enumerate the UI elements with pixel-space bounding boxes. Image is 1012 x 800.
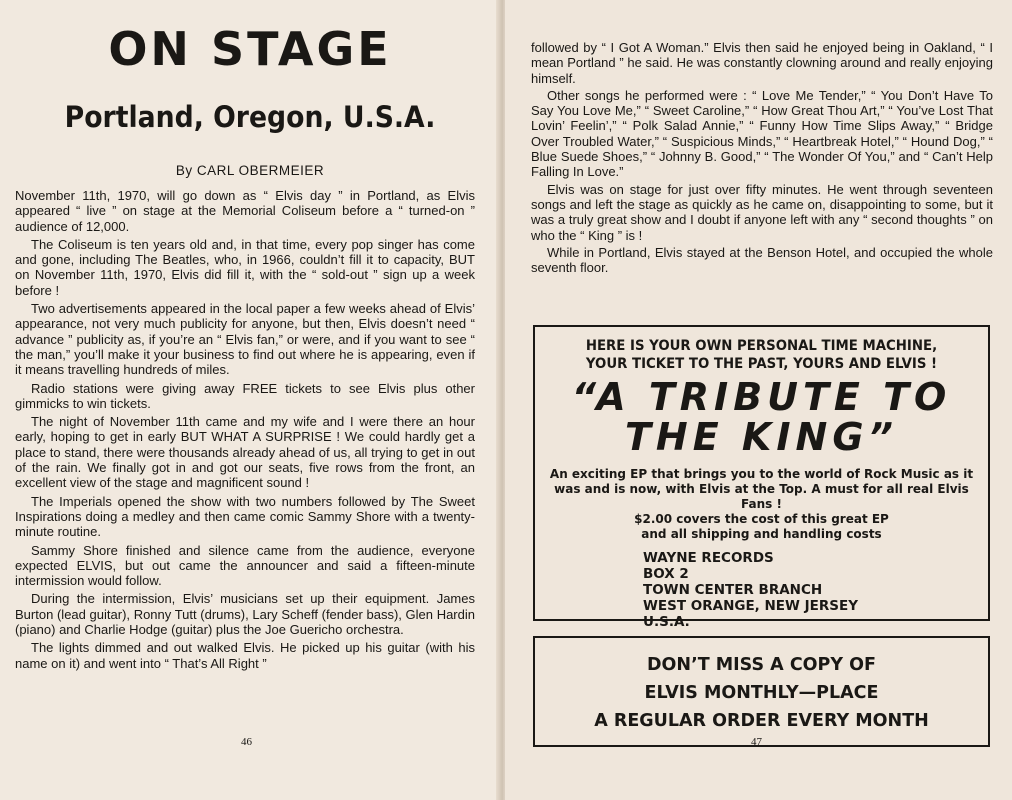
address-line: U.S.A. [643,614,690,630]
address-line: WEST ORANGE, NEW JERSEY [643,598,858,614]
paragraph: Other songs he performed were : “ Love Me Tender,” “ You Don’t Have To Say You Love Me,” “ Sweet Caroline,” “ How Great Thou Art,” “ You’ve Lost That Lovin’ Feelin’,” “ Polk Salad Annie,” “ Funny How Time Slips Away,” “ Bridge Over Troubled Water,” “ Suspicious Minds,” “ Heartbreak Hotel,” “ Hound Dog,” “ Blue Suede Shoes,” “ Johnny B. Good,” “ The Wonder Of You,” and “ Can’t Help Falling In Love.” [531,87,993,180]
ad-desc-line: and all shipping and handling costs [641,527,882,541]
ad-headline-line: YOUR TICKET TO THE PAST, YOURS AND ELVIS ! [585,356,938,372]
notice-line: A REGULAR ORDER EVERY MONTH [594,711,929,731]
notice-line: ELVIS MONTHLY—PLACE [644,683,879,703]
address-line: WAYNE RECORDS [643,550,774,566]
paragraph: Two advertisements appeared in the local paper a few weeks ahead of Elvis’ appearance, not very much publicity for anyone, but then, Elvis doesn’t need “ advance ” publicity as, if you’re an “ Elvis fan,” or were, and if you want to see “ the man,” you’ll make it your business to find out where he is appearing, even if it means travelling hundreds of miles. [15,301,475,378]
ad-desc-line: An exciting EP that brings you to the world of Rock Music as it was and is now, with Elvis at the Top. A must for all real Elvis Fans ! [549,467,974,511]
paragraph: Sammy Shore finished and silence came from the audience, everyone expected ELVIS, but out came the announcer and said a fifteen-minute intermission would follow. [15,542,475,589]
paragraph: November 11th, 1970, will go down as “ Elvis day ” in Portland, as Elvis appeared “ live ” on stage at the Memorial Coliseum before a “ turned-on ” audience of 12,000. [15,188,475,234]
ad-description [549,467,974,542]
address-line: TOWN CENTER BRANCH [643,582,823,598]
paragraph: The Imperials opened the show with two numbers followed by The Sweet Inspirations doing a medley and then came comic Sammy Shore with a twenty-minute routine. [15,493,475,540]
article-column-left [15,188,475,674]
ad-tribute-line: THE KING” [625,415,898,459]
ad-address [643,550,988,630]
page-number-right: 47 [751,736,762,748]
paragraph: Elvis was on stage for just over fifty minutes. He went through seventeen songs and left the stage as quickly as he came on, disappointing to some, but it was a truly great show and I doubt if anyone left with any “ second thoughts ” on who the “ King ” is ! [531,181,993,243]
ad-desc-line: $2.00 covers the cost of this great EP [634,512,889,526]
record-advertisement [533,325,990,630]
ad-tribute-line: “A TRIBUTE TO [571,375,952,419]
paragraph: The night of November 11th came and my wife and I were there an hour early, hoping to get in early BUT WHAT A SURPRISE ! We could hardly get a place to stand, there were thousands already ahead of us, all trying to get in out of the rain. We finally got in and got our seats, five rows from the front, an excellent view of the stage and magnificent sound ! [15,414,475,491]
paragraph: followed by “ I Got A Woman.” Elvis then said he enjoyed being in Oakland, “ I mean Portland ” he said. He was constantly clowning around and really enjoying himself. [531,40,993,86]
ad-tribute-title [535,377,988,457]
paragraph: The lights dimmed and out walked Elvis. He picked up his guitar (with his name on it) and went into “ That’s All Right ” [15,640,475,671]
article-title: ON STAGE [108,22,392,76]
paragraph: Radio stations were giving away FREE tickets to see Elvis plus other gimmicks to win tickets. [15,380,475,411]
ad-headline [546,337,976,373]
paragraph: The Coliseum is ten years old and, in that time, every pop singer has come and gone, including The Beatles, who, in 1966, couldn’t fill it to capacity, BUT on November 11th, 1970, Elvis did fill it, with the “ sold-out ” sign up a week before ! [15,236,475,298]
byline [0,163,500,178]
notice-line: DON’T MISS A COPY OF [647,655,876,675]
article-subtitle: Portland, Oregon, U.S.A. [64,100,436,134]
article-column-right [531,40,993,277]
address-line: BOX 2 [643,566,689,582]
page-number-left: 46 [241,736,252,748]
paragraph: During the intermission, Elvis’ musicians set up their equipment. James Burton (lead guitar), Ronny Tutt (drums), Lary Scheff (fender bass), Glen Hardin (piano) and Charlie Hodge (guitar) plus the Joe Guericho orchestra. [15,591,475,638]
paragraph: While in Portland, Elvis stayed at the Benson Hotel, and occupied the whole seventh floor. [531,244,993,276]
byline-prefix: By [175,163,193,178]
subscription-notice [533,636,990,747]
author-name: CARL OBERMEIER [196,163,325,178]
ad-headline-line: HERE IS YOUR OWN PERSONAL TIME MACHINE, [585,338,938,354]
left-page [0,0,500,800]
